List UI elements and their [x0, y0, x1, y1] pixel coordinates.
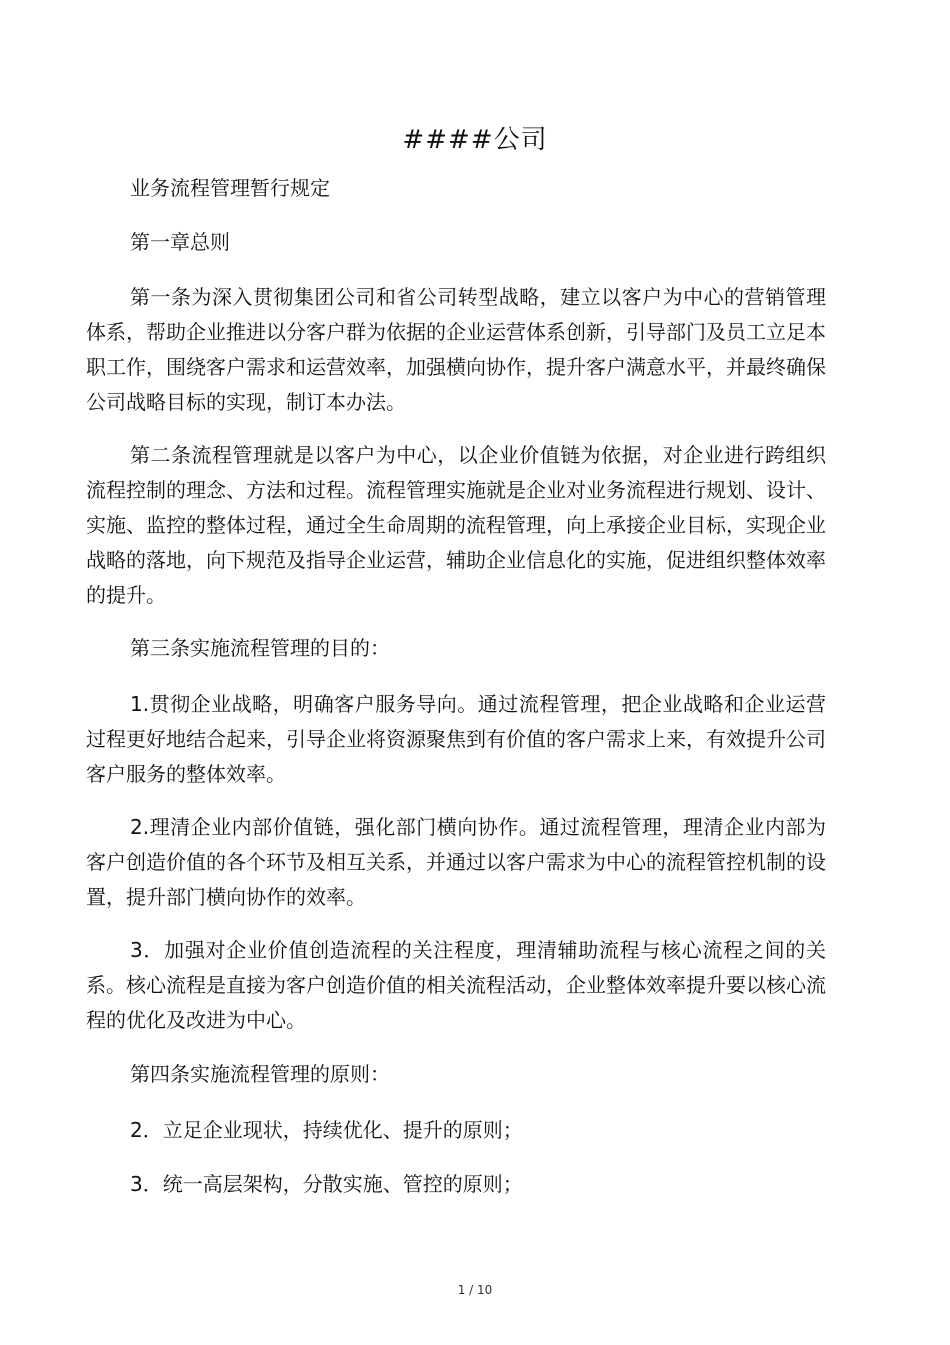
- purpose-item-1: 1.贯彻企业战略，明确客户服务导向。通过流程管理，把企业战略和企业运营过程更好地结合起来，引导企业将资源聚焦到有价值的客户需求上来，有效提升公司客户服务的整体效率。: [86, 692, 826, 786]
- article-4-heading: 第四条实施流程管理的原则：: [130, 1062, 390, 1086]
- purpose-item-3: 3．加强对企业价值创造流程的关注程度，理清辅助流程与核心流程之间的关系。核心流程是直接为客户创造价值的相关流程活动，企业整体效率提升要以核心流程的优化及改进为中心。: [86, 938, 826, 1032]
- document-subtitle: 业务流程管理暂行规定: [130, 176, 330, 200]
- principle-item-2: 2．立足企业现状，持续优化、提升的原则；: [130, 1118, 523, 1142]
- article-2-paragraph: 第二条流程管理就是以客户为中心，以企业价值链为依据，对企业进行跨组织流程控制的理念、方法和过程。流程管理实施就是企业对业务流程进行规划、设计、实施、监控的整体过程，通过全生命周期的流程管理，向上承接企业目标，实现企业战略的落地，向下规范及指导企业运营，辅助企业信息化的实施，促进组织整体效率的提升。: [86, 443, 826, 607]
- purpose-item-2: 2.理清企业内部价值链，强化部门横向协作。通过流程管理，理清企业内部为客户创造价值的各个环节及相互关系，并通过以客户需求为中心的流程管控机制的设置，提升部门横向协作的效率。: [86, 815, 826, 909]
- chapter-heading: 第一章总则: [130, 230, 230, 254]
- article-3-heading: 第三条实施流程管理的目的：: [130, 636, 390, 660]
- company-title: ####公司: [402, 125, 548, 155]
- page-indicator: 1 / 10: [457, 1283, 493, 1297]
- article-1-paragraph: 第一条为深入贯彻集团公司和省公司转型战略，建立以客户为中心的营销管理体系，帮助企业推进以分客户群为依据的企业运营体系创新，引导部门及员工立足本职工作，围绕客户需求和运营效率，加强横向协作，提升客户满意水平，并最终确保公司战略目标的实现，制订本办法。: [86, 285, 826, 414]
- principle-item-3: 3．统一高层架构，分散实施、管控的原则；: [130, 1172, 523, 1196]
